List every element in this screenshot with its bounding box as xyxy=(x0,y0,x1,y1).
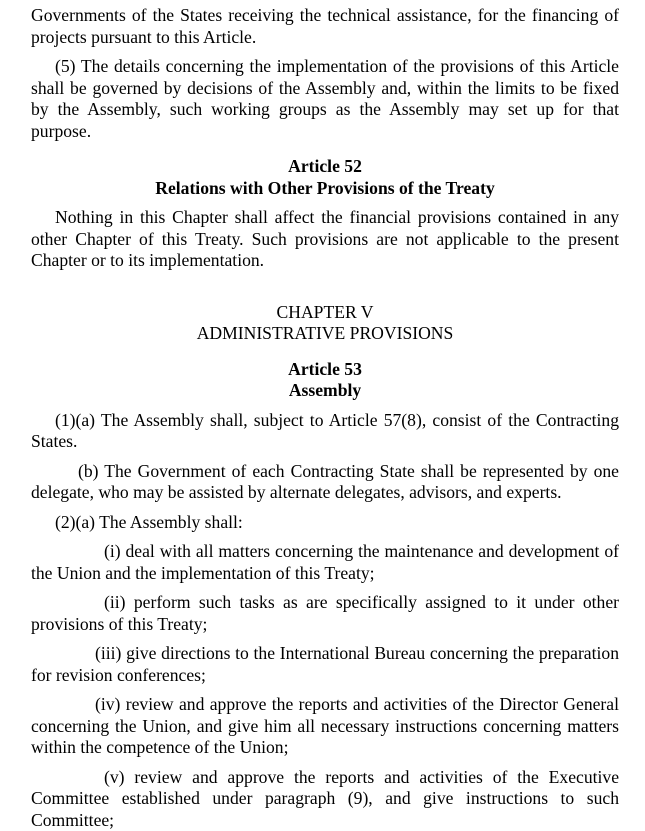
paragraph-1b: (b) The Government of each Contracting State shall be represented by one delegate, who may be assisted by alternate delegates, advisors, and experts. xyxy=(31,461,619,504)
article-53-title: Assembly xyxy=(31,380,619,402)
article-52-body: Nothing in this Chapter shall affect the financial provisions contained in any other Chapter of this Treaty. Such provisions are not applicable to the present Chapter or to its implementation. xyxy=(31,207,619,272)
list-item-iv: (iv) review and approve the reports and activities of the Director General concerning the Union, and give him all necessary instructions concerning matters within the competence of the Union; xyxy=(31,694,619,759)
document-page xyxy=(31,5,619,831)
list-item-i: (i) deal with all matters concerning the maintenance and development of the Union and the implementation of this Treaty; xyxy=(31,541,619,584)
article-52-title: Relations with Other Provisions of the Treaty xyxy=(31,178,619,200)
list-item-iii: (iii) give directions to the International Bureau concerning the preparation for revision conferences; xyxy=(31,643,619,686)
paragraph-1a: (1)(a) The Assembly shall, subject to Article 57(8), consist of the Contracting States. xyxy=(31,410,619,453)
article-52-number: Article 52 xyxy=(31,156,619,178)
paragraph-continued: Governments of the States receiving the technical assistance, for the financing of projects pursuant to this Article. xyxy=(31,5,619,48)
article-53-number: Article 53 xyxy=(31,359,619,381)
chapter-title: ADMINISTRATIVE PROVISIONS xyxy=(31,323,619,345)
chapter-number: CHAPTER V xyxy=(31,302,619,324)
list-item-ii: (ii) perform such tasks as are specifically assigned to it under other provisions of this Treaty; xyxy=(31,592,619,635)
list-item-v: (v) review and approve the reports and activities of the Executive Committee established under paragraph (9), and give instructions to such Committee; xyxy=(31,767,619,831)
paragraph-2a: (2)(a) The Assembly shall: xyxy=(31,512,619,534)
paragraph-5: (5) The details concerning the implementation of the provisions of this Article shall be governed by decisions of the Assembly and, within the limits to be fixed by the Assembly, such working groups as the Assembly may set up for that purpose. xyxy=(31,56,619,142)
